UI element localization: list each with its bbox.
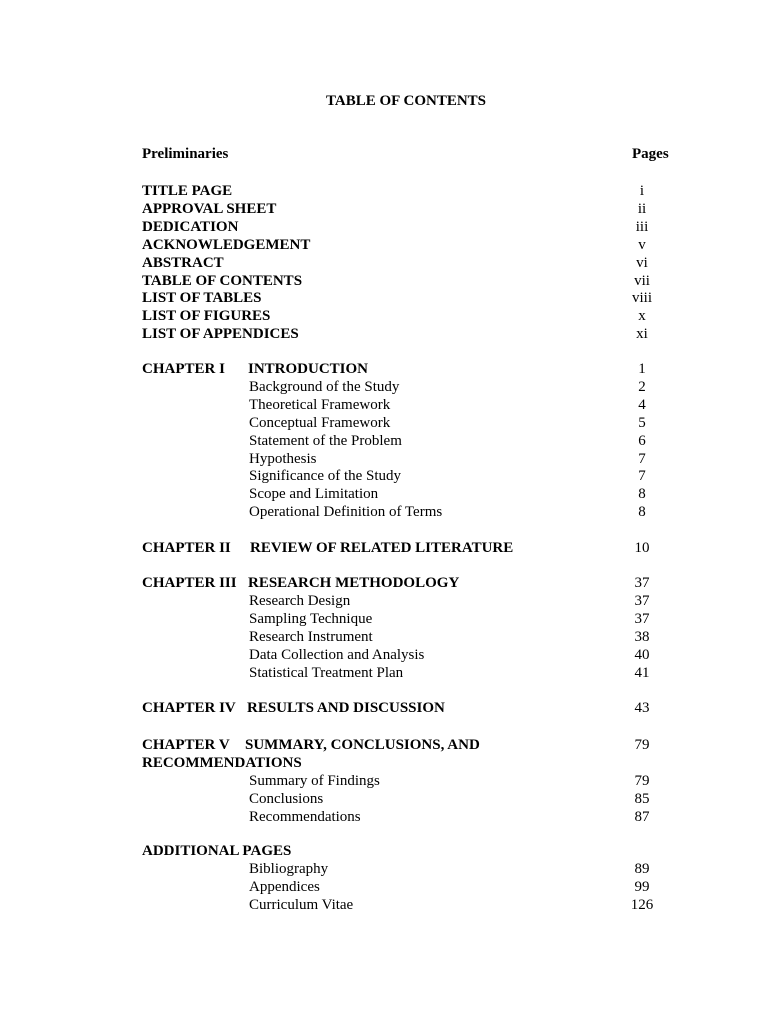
section-entry-label: Operational Definition of Terms	[249, 504, 443, 521]
chapter-heading-label: CHAPTER III	[142, 575, 237, 591]
section-entry-label: Statement of the Problem	[249, 432, 402, 449]
additional-entry-label: Curriculum Vitae	[249, 896, 354, 913]
prelim-entry	[142, 289, 662, 307]
section-entry-page: 2	[638, 378, 646, 395]
section-entry-page: 37	[634, 592, 650, 609]
chapter-heading	[142, 360, 662, 378]
section-entry-page: 6	[638, 432, 646, 449]
section-entry-page: 37	[634, 610, 650, 627]
chapter-heading-label: CHAPTER V	[142, 737, 230, 753]
chapter-heading-page: 79	[634, 737, 650, 753]
prelim-entry-label: ACKNOWLEDGEMENT	[142, 236, 311, 253]
section-entry-label: Summary of Findings	[249, 772, 380, 789]
prelim-entry	[142, 325, 662, 343]
chapter-heading-page: 10	[634, 540, 650, 556]
prelim-entry-page: ii	[637, 200, 647, 217]
section-entry-page: 40	[634, 646, 650, 663]
prelim-entry-page: xi	[636, 326, 648, 343]
section-entry-label: Statistical Treatment Plan	[249, 664, 404, 681]
section-entry-label: Significance of the Study	[249, 468, 402, 485]
chapter-heading	[142, 736, 662, 754]
chapter-heading-label: CHAPTER I	[142, 361, 225, 377]
section-entry	[142, 592, 662, 610]
section-entry	[142, 414, 662, 432]
additional-heading-label: ADDITIONAL PAGES	[142, 843, 292, 859]
section-entry-page: 4	[638, 396, 646, 413]
section-entry	[142, 808, 662, 826]
chapter-heading	[142, 699, 662, 717]
section-entry-page: 85	[634, 790, 650, 807]
prelim-entry-page: i	[639, 183, 645, 199]
additional-entry-page: 99	[634, 878, 650, 895]
section-entry	[142, 396, 662, 414]
chapter-heading	[142, 539, 662, 557]
prelim-entry-label: DEDICATION	[142, 218, 239, 235]
section-entry	[142, 628, 662, 646]
section-entry-label: Background of the Study	[249, 378, 400, 395]
section-entry-label: Recommendations	[249, 808, 361, 825]
section-entry	[142, 450, 662, 468]
prelim-entry-page: vi	[636, 254, 648, 271]
additional-entry-label: Bibliography	[249, 860, 329, 877]
pages-heading: Pages	[632, 146, 669, 162]
additional-entry-label: Appendices	[249, 878, 320, 895]
chapter-heading-title: RESULTS AND DISCUSSION	[247, 700, 445, 716]
section-entry-page: 7	[638, 450, 646, 467]
preliminaries-heading: Preliminaries	[142, 146, 229, 162]
section-entry-page: 87	[634, 808, 650, 825]
additional-heading	[142, 842, 662, 860]
prelim-entry	[142, 200, 662, 218]
section-entry-label: Scope and Limitation	[249, 486, 379, 503]
chapter-heading-title: REVIEW OF RELATED LITERATURE	[250, 540, 514, 556]
prelim-entry-label: LIST OF FIGURES	[142, 308, 271, 325]
additional-entry	[142, 878, 662, 896]
prelim-entry-page: vii	[634, 272, 650, 289]
section-entry-label: Data Collection and Analysis	[249, 646, 425, 663]
prelim-entry	[142, 307, 662, 325]
additional-entry	[142, 860, 662, 878]
prelim-entry-label: ABSTRACT	[142, 254, 224, 271]
page-title: TABLE OF CONTENTS	[325, 93, 487, 109]
prelim-entry	[142, 236, 662, 254]
section-entry	[142, 664, 662, 682]
section-entry-label: Research Design	[249, 592, 351, 609]
chapter-heading-title: SUMMARY, CONCLUSIONS, AND	[245, 737, 480, 753]
chapter-heading-page: 1	[638, 361, 646, 377]
prelim-entry	[142, 272, 662, 290]
prelim-entry-label: TABLE OF CONTENTS	[142, 272, 303, 289]
section-entry-label: Conclusions	[249, 790, 324, 807]
section-entry-page: 8	[638, 486, 646, 503]
section-entry-label: Conceptual Framework	[249, 414, 391, 431]
section-entry	[142, 432, 662, 450]
section-entry	[142, 790, 662, 808]
section-entry-page: 41	[634, 664, 650, 681]
prelim-entry-label: LIST OF APPENDICES	[142, 326, 299, 343]
prelim-entry	[142, 218, 662, 236]
chapter-heading-title: RESEARCH METHODOLOGY	[248, 575, 460, 591]
chapter-heading-title: INTRODUCTION	[248, 361, 369, 377]
section-entry	[142, 467, 662, 485]
additional-entry-page: 89	[634, 860, 650, 877]
section-entry	[142, 378, 662, 396]
chapter-heading-continued	[142, 754, 662, 772]
chapter-heading-label: CHAPTER IV	[142, 700, 236, 716]
chapter-heading-continued-label: RECOMMENDATIONS	[142, 754, 302, 771]
section-entry	[142, 772, 662, 790]
section-entry-page: 7	[638, 468, 646, 485]
prelim-entry-page: iii	[635, 218, 649, 235]
section-entry	[142, 646, 662, 664]
additional-entry	[142, 896, 662, 914]
prelim-entry-label: LIST OF TABLES	[142, 290, 262, 307]
chapter-heading-page: 37	[634, 575, 650, 591]
prelim-entry-page: x	[638, 308, 646, 325]
section-entry-label: Research Instrument	[249, 628, 373, 645]
section-entry-label: Theoretical Framework	[249, 396, 391, 413]
section-entry	[142, 503, 662, 521]
section-entry-page: 38	[634, 628, 650, 645]
section-entry	[142, 610, 662, 628]
section-entry-page: 5	[638, 414, 646, 431]
section-entry-page: 8	[638, 504, 646, 521]
prelim-entry-label: APPROVAL SHEET	[142, 200, 277, 217]
chapter-heading	[142, 574, 662, 592]
section-entry	[142, 485, 662, 503]
section-entry-label: Sampling Technique	[249, 610, 373, 627]
chapter-heading-page: 43	[634, 700, 650, 716]
prelim-entry-page: viii	[631, 290, 652, 307]
additional-entry-page: 126	[630, 896, 654, 913]
chapter-heading-label: CHAPTER II	[142, 540, 231, 556]
prelim-entry-page: v	[638, 236, 646, 253]
prelim-entry	[142, 182, 662, 200]
section-entry-label: Hypothesis	[249, 450, 317, 467]
prelim-entry	[142, 254, 662, 272]
prelim-entry-label: TITLE PAGE	[142, 183, 233, 199]
section-entry-page: 79	[634, 772, 650, 789]
